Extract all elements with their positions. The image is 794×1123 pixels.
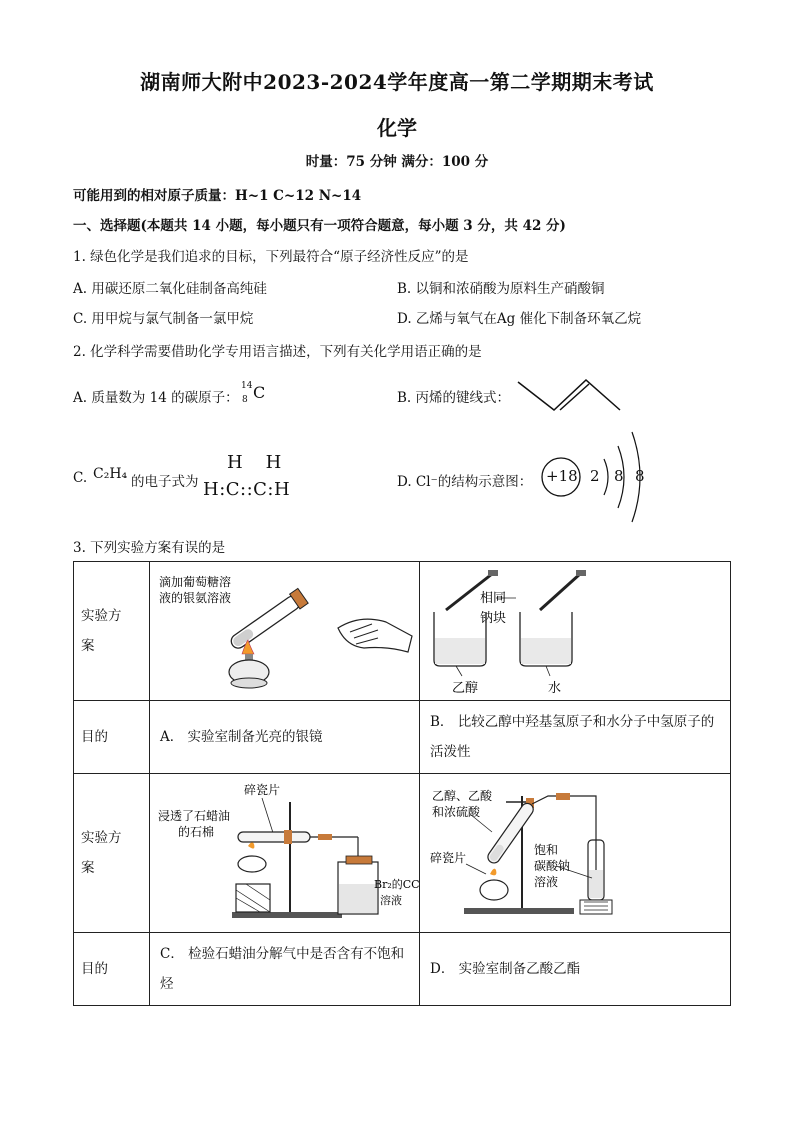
q1-option-a: A. 用碳还原二氧化硅制备高纯硅	[73, 281, 267, 297]
row-label-goal-2: 目的	[74, 933, 150, 1006]
svg-text:液的银氨溶液: 液的银氨溶液	[159, 591, 232, 605]
goal-c: C． 检验石蜡油分解气中是否含有不饱和烃	[160, 946, 405, 992]
q3-stem: 3. 下列实验方案有误的是	[73, 540, 226, 556]
goal-d-cell	[420, 933, 731, 1006]
svg-text:溶液: 溶液	[534, 875, 559, 889]
figure-d-cell	[420, 774, 731, 933]
svg-text:水: 水	[548, 681, 562, 696]
cl-nucleus-charge: +18	[546, 467, 578, 485]
q1-stem: 1. 绿色化学是我们追求的目标，下列最符合“原子经济性反应”的是	[73, 249, 469, 265]
atomic-mass-line: 可能用到的相对原子质量：H~1 C~12 N~14	[73, 188, 362, 204]
svg-text:碎瓷片: 碎瓷片	[430, 851, 467, 865]
row-label-scheme-2: 实验方案	[74, 774, 150, 933]
q2-c-electron-top: H H	[227, 452, 282, 473]
cl-shell-3: 8	[635, 467, 645, 485]
q2-option-c-text: 的电子式为	[131, 474, 199, 490]
exam-meta: 时量：75 分钟 满分：100 分	[305, 154, 489, 170]
svg-text:乙醇: 乙醇	[452, 681, 479, 696]
q2-option-b: B. 丙烯的键线式：	[397, 390, 511, 406]
q2-stem: 2. 化学科学需要借助化学专用语言描述，下列有关化学用语正确的是	[73, 344, 482, 360]
subject-title: 化学	[377, 116, 417, 140]
svg-text:的石棉: 的石棉	[178, 825, 215, 839]
svg-text:滴加葡萄糖溶: 滴加葡萄糖溶	[159, 575, 232, 589]
sodium-reaction-apparatus	[420, 562, 730, 696]
goal-a: A． 实验室制备光亮的银镜	[160, 729, 323, 745]
q2-option-c-label: C.	[73, 470, 88, 486]
q2-option-a: A. 质量数为 14 的碳原子：	[73, 390, 239, 406]
goal-d: D． 实验室制备乙酸乙酯	[430, 961, 581, 977]
svg-text:乙醇、乙酸: 乙醇、乙酸	[432, 789, 493, 803]
svg-text:相同: 相同	[480, 591, 507, 606]
svg-text:碎瓷片: 碎瓷片	[244, 783, 281, 797]
figure-a-cell	[150, 562, 420, 701]
goal-b: B． 比较乙醇中羟基氢原子和水分子中氢原子的活泼性	[430, 714, 715, 760]
goal-c-cell	[150, 933, 420, 1006]
cl-shell-1: 2	[590, 467, 600, 485]
svg-text:溶液: 溶液	[380, 894, 402, 907]
svg-text:Br₂的CC: Br₂的CC	[374, 878, 419, 891]
figure-b-cell	[420, 562, 731, 701]
section-heading: 一、选择题(本题共 14 小题，每小题只有一项符合题意，每小题 3 分，共 42 分)	[73, 218, 566, 234]
q2-a-symbol: C	[253, 383, 266, 402]
q1-option-c: C. 用甲烷与氯气制备一氯甲烷	[73, 311, 254, 327]
svg-text:饱和: 饱和	[534, 843, 559, 857]
q2-c-formula: C₂H₄	[93, 466, 128, 482]
paraffin-cracking-apparatus	[150, 774, 419, 928]
q2-a-atomic-number: 8	[242, 395, 248, 405]
goal-a-cell	[150, 701, 420, 774]
silver-mirror-apparatus	[150, 562, 419, 696]
cl-shell-2: 8	[614, 467, 624, 485]
goal-b-cell	[420, 701, 731, 774]
q1-option-d: D. 乙烯与氧气在Ag 催化下制备环氧乙烷	[397, 311, 642, 327]
svg-text:钠块: 钠块	[480, 611, 507, 626]
svg-text:碳酸钠: 碳酸钠	[534, 859, 571, 873]
svg-text:浸透了石蜡油: 浸透了石蜡油	[158, 809, 231, 823]
figure-c-cell	[150, 774, 420, 933]
row-label-goal-1: 目的	[74, 701, 150, 774]
q1-option-b: B. 以铜和浓硝酸为原料生产硝酸铜	[397, 281, 605, 297]
exam-title: 湖南师大附中2023-2024学年度高一第二学期期末考试	[140, 70, 654, 94]
q2-a-mass-number: 14	[241, 381, 253, 391]
svg-text:和浓硫酸: 和浓硫酸	[432, 805, 481, 819]
q3-experiment-table	[73, 561, 731, 1006]
row-label-scheme-1: 实验方案	[74, 562, 150, 701]
q2-c-electron-formula: H:C::C:H	[203, 479, 291, 500]
propene-skeletal-formula	[514, 374, 624, 416]
q2-option-d: D. Cl⁻的结构示意图：	[397, 474, 533, 490]
ester-preparation-apparatus	[420, 774, 730, 928]
